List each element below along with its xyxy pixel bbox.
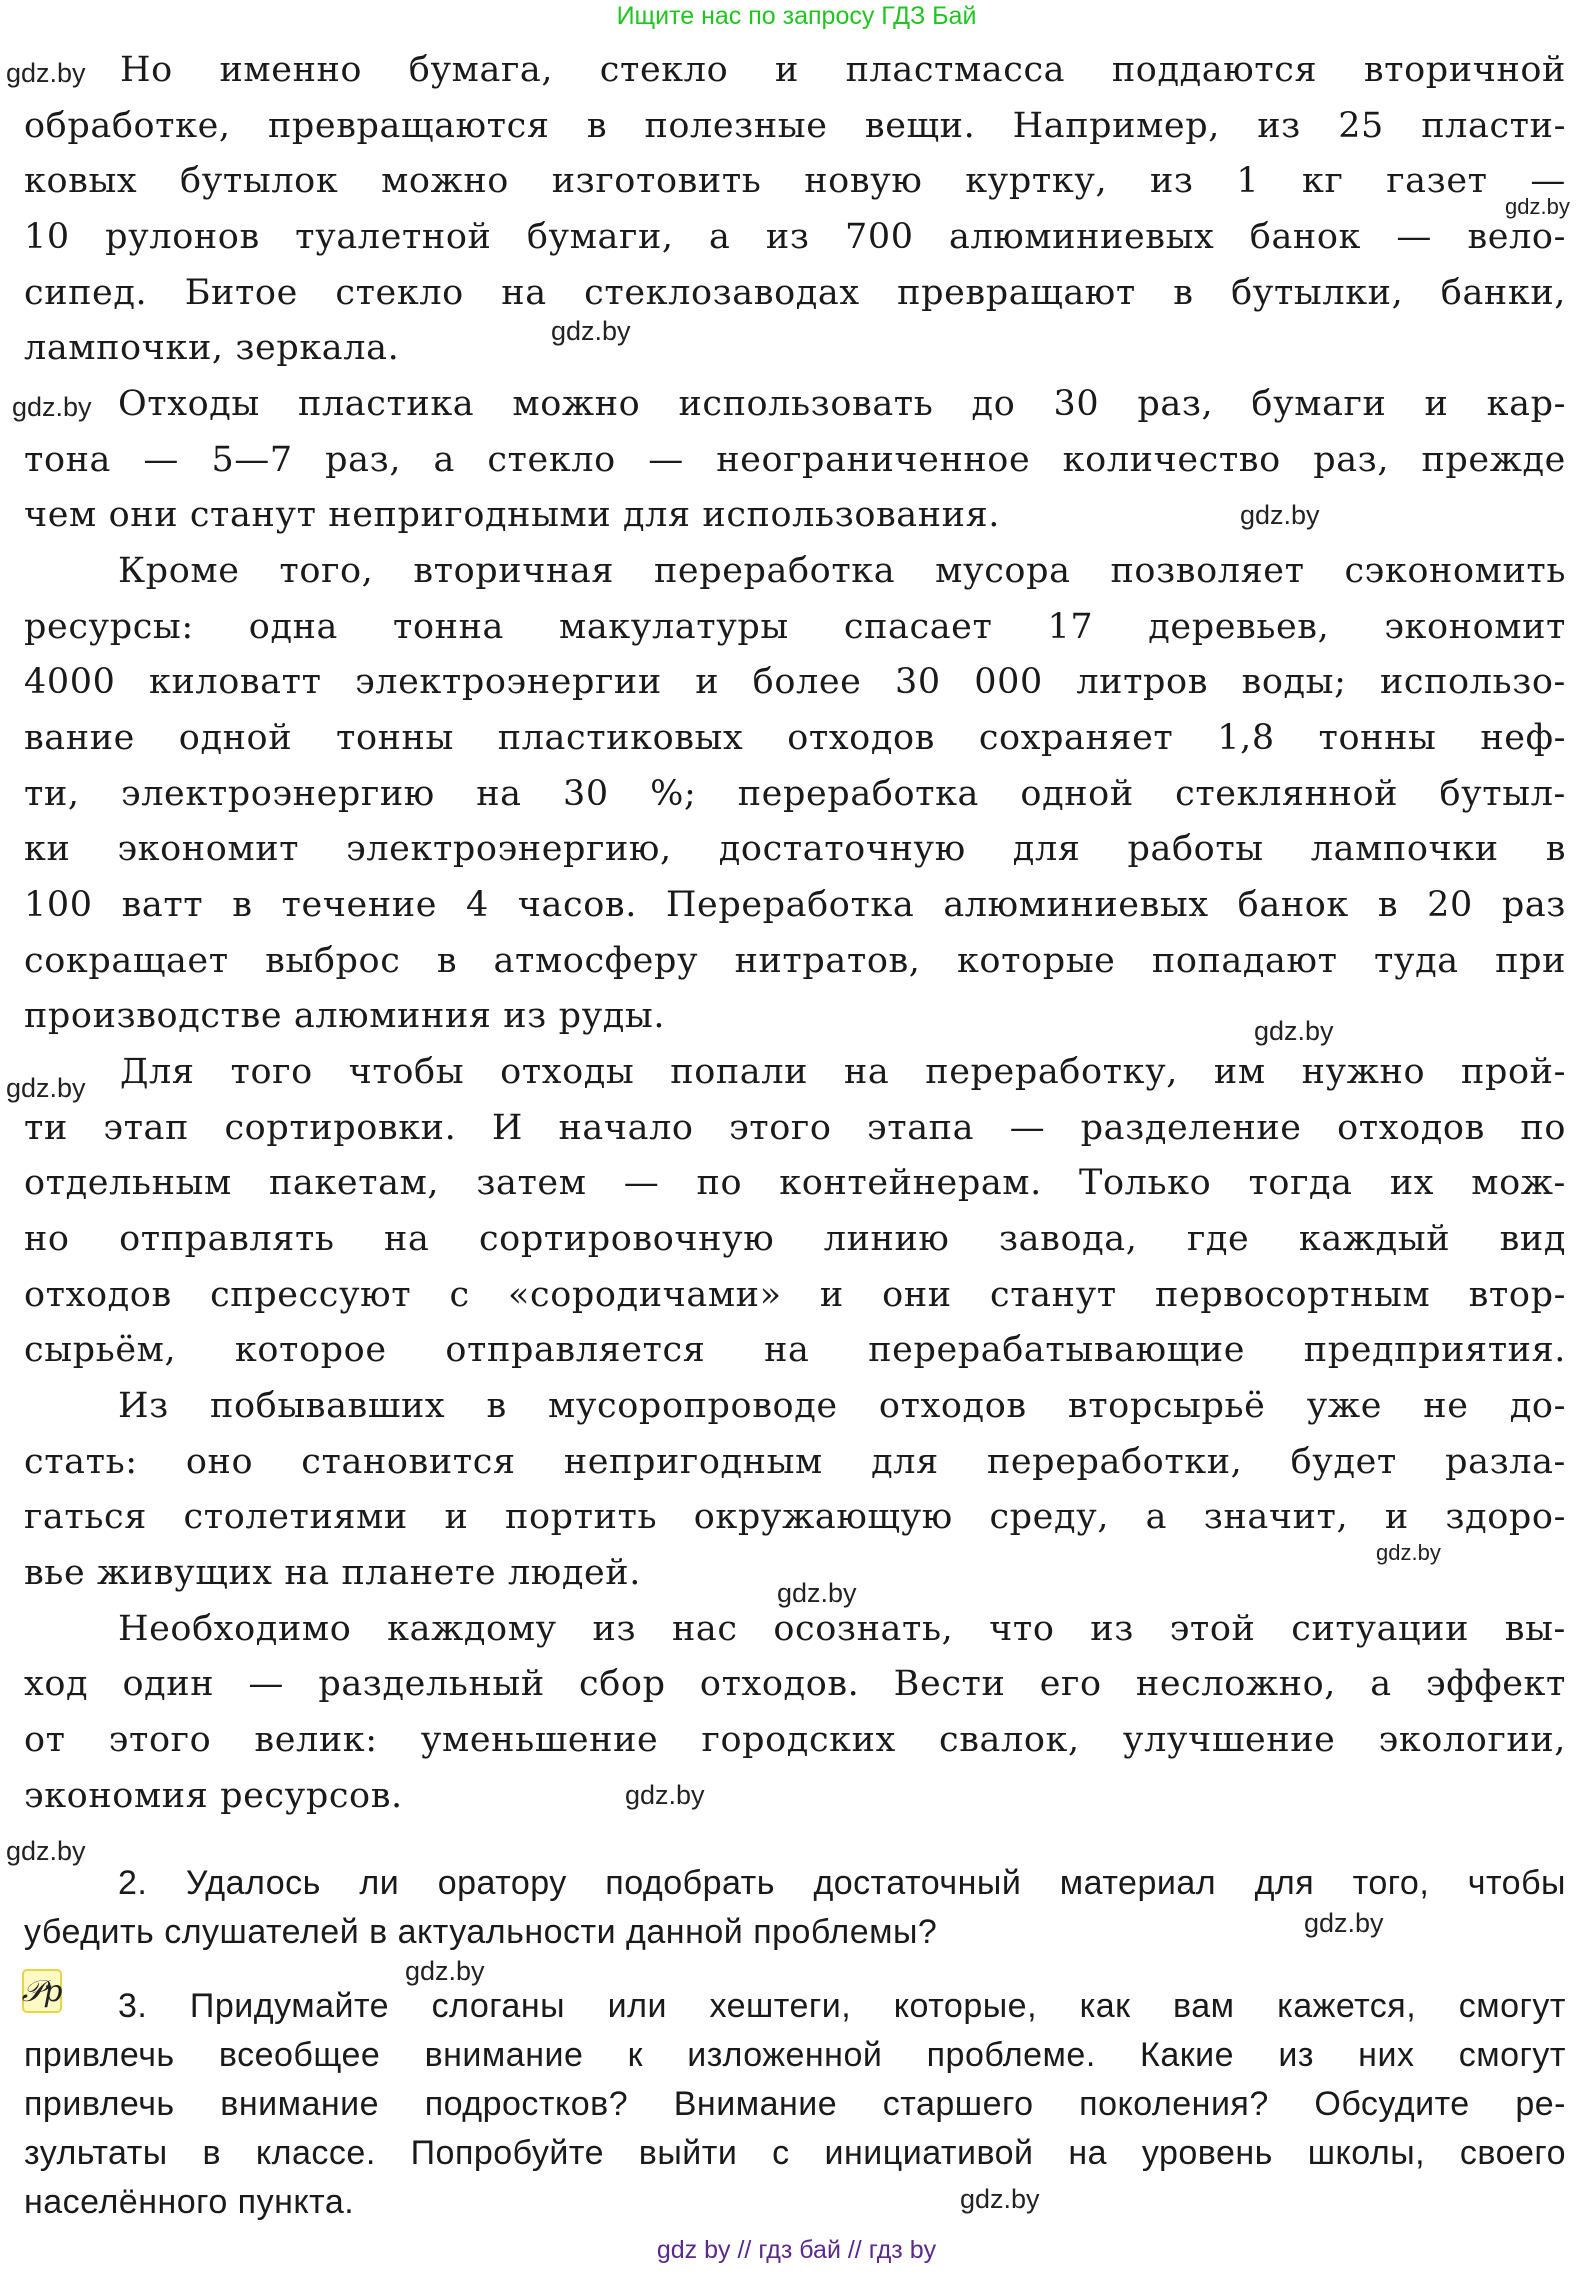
- question-3-line: привлечь всеобщее внимание к изложенной проблеме. Какие из них смогут: [24, 2036, 1566, 2074]
- search-banner-link[interactable]: Ищите нас по запросу ГДЗ Бай: [616, 2, 977, 30]
- text-line: сокращает выброс в атмосферу нитратов, которые попадают туда при: [24, 941, 1566, 981]
- watermark: gdz.by: [551, 316, 631, 346]
- text-line: но отправлять на сортировочную линию завода, где каждый вид: [24, 1219, 1566, 1259]
- watermark: gdz.by: [777, 1578, 857, 1608]
- text-line: Отходы пластика можно использовать до 30 раз, бумаги и кар-: [118, 384, 1566, 424]
- text-line: 10 рулонов туалетной бумаги, а из 700 алюминиевых банок — вело-: [24, 217, 1566, 257]
- watermark: gdz.by: [1254, 1016, 1334, 1046]
- speech-practice-icon: 𝒫p: [22, 1969, 62, 2013]
- text-line: Но именно бумага, стекло и пластмасса поддаются вторичной: [120, 50, 1566, 90]
- question-3-line: населённого пункта.: [24, 2183, 355, 2221]
- text-line: ти, электроэнергию на 30 %; переработка одной стеклянной бутыл-: [24, 774, 1566, 814]
- text-line: Кроме того, вторичная переработка мусора позволяет сэкономить: [118, 551, 1566, 591]
- text-line: ти этап сортировки. И начало этого этапа — разделение отходов по: [24, 1108, 1566, 1148]
- text-line: сырьём, которое отправляется на перерабатывающие предприятия.: [24, 1330, 1566, 1370]
- question-3-line: привлечь внимание подростков? Внимание старшего поколения? Обсудите ре-: [24, 2085, 1566, 2123]
- text-line: ковых бутылок можно изготовить новую куртку, из 1 кг газет —: [24, 161, 1566, 201]
- text-line: обработке, превращаются в полезные вещи. Например, из 25 пласти-: [24, 106, 1566, 146]
- watermark: gdz.by: [625, 1780, 705, 1810]
- footer-links[interactable]: gdz by // гдз бай // гдз by: [656, 2236, 937, 2264]
- text-line: вание одной тонны пластиковых отходов сохраняет 1,8 тонны неф-: [24, 718, 1566, 758]
- text-line: 4000 киловатт электроэнергии и более 30 000 литров воды; использо-: [24, 662, 1566, 702]
- text-line: ресурсы: одна тонна макулатуры спасает 17 деревьев, экономит: [24, 607, 1566, 647]
- text-line: вье живущих на планете людей.: [24, 1553, 641, 1593]
- text-line: Для того чтобы отходы попали на переработку, им нужно прой-: [120, 1052, 1566, 1092]
- text-line: от этого велик: уменьшение городских свалок, улучшение экологии,: [24, 1720, 1566, 1760]
- text-line: ки экономит электроэнергию, достаточную для работы лампочки в: [24, 829, 1566, 869]
- text-line: отходов спрессуют с «сородичами» и они станут первосортным втор-: [24, 1275, 1566, 1315]
- text-line: экономия ресурсов.: [24, 1776, 403, 1816]
- watermark: gdz.by: [960, 2184, 1040, 2214]
- watermark: gdz.by: [1376, 1540, 1441, 1565]
- text-line: Необходимо каждому из нас осознать, что из этой ситуации вы-: [118, 1609, 1566, 1649]
- text-line: ход один — раздельный сбор отходов. Вести его несложно, а эффект: [24, 1664, 1566, 1704]
- watermark: gdz.by: [6, 1836, 86, 1866]
- watermark: gdz.by: [1304, 1908, 1384, 1938]
- text-line: тона — 5—7 раз, а стекло — неограниченное количество раз, прежде: [24, 440, 1566, 480]
- watermark: gdz.by: [405, 1956, 485, 1986]
- question-3-line: 3. Придумайте слоганы или хештеги, которые, как вам кажется, смогут: [118, 1987, 1566, 2025]
- question-2-line: 2. Удалось ли оратору подобрать достаточный материал для того, чтобы: [118, 1864, 1566, 1902]
- text-line: 100 ватт в течение 4 часов. Переработка алюминиевых банок в 20 раз: [24, 885, 1566, 925]
- text-line: производстве алюминия из руды.: [24, 996, 666, 1036]
- watermark: gdz.by: [6, 1073, 86, 1103]
- text-line: Из побывавших в мусоропроводе отходов вторсырьё уже не до-: [118, 1386, 1566, 1426]
- text-line: гаться столетиями и портить окружающую среду, а значит, и здоро-: [24, 1497, 1566, 1537]
- text-line: отдельным пакетам, затем — по контейнерам. Только тогда их мож-: [24, 1163, 1566, 1203]
- text-line: лампочки, зеркала.: [24, 328, 400, 368]
- text-line: стать: оно становится непригодным для переработки, будет разла-: [24, 1442, 1566, 1482]
- question-2-line: убедить слушателей в актуальности данной проблемы?: [24, 1913, 938, 1951]
- question-3-line: зультаты в классе. Попробуйте выйти с инициативой на уровень школы, своего: [24, 2134, 1566, 2172]
- watermark: gdz.by: [12, 392, 92, 422]
- text-line: сипед. Битое стекло на стеклозаводах превращают в бутылки, банки,: [24, 273, 1566, 313]
- text-line: чем они станут непригодными для использования.: [24, 495, 1001, 535]
- watermark: gdz.by: [1505, 194, 1570, 219]
- watermark: gdz.by: [6, 58, 86, 88]
- watermark: gdz.by: [1240, 500, 1320, 530]
